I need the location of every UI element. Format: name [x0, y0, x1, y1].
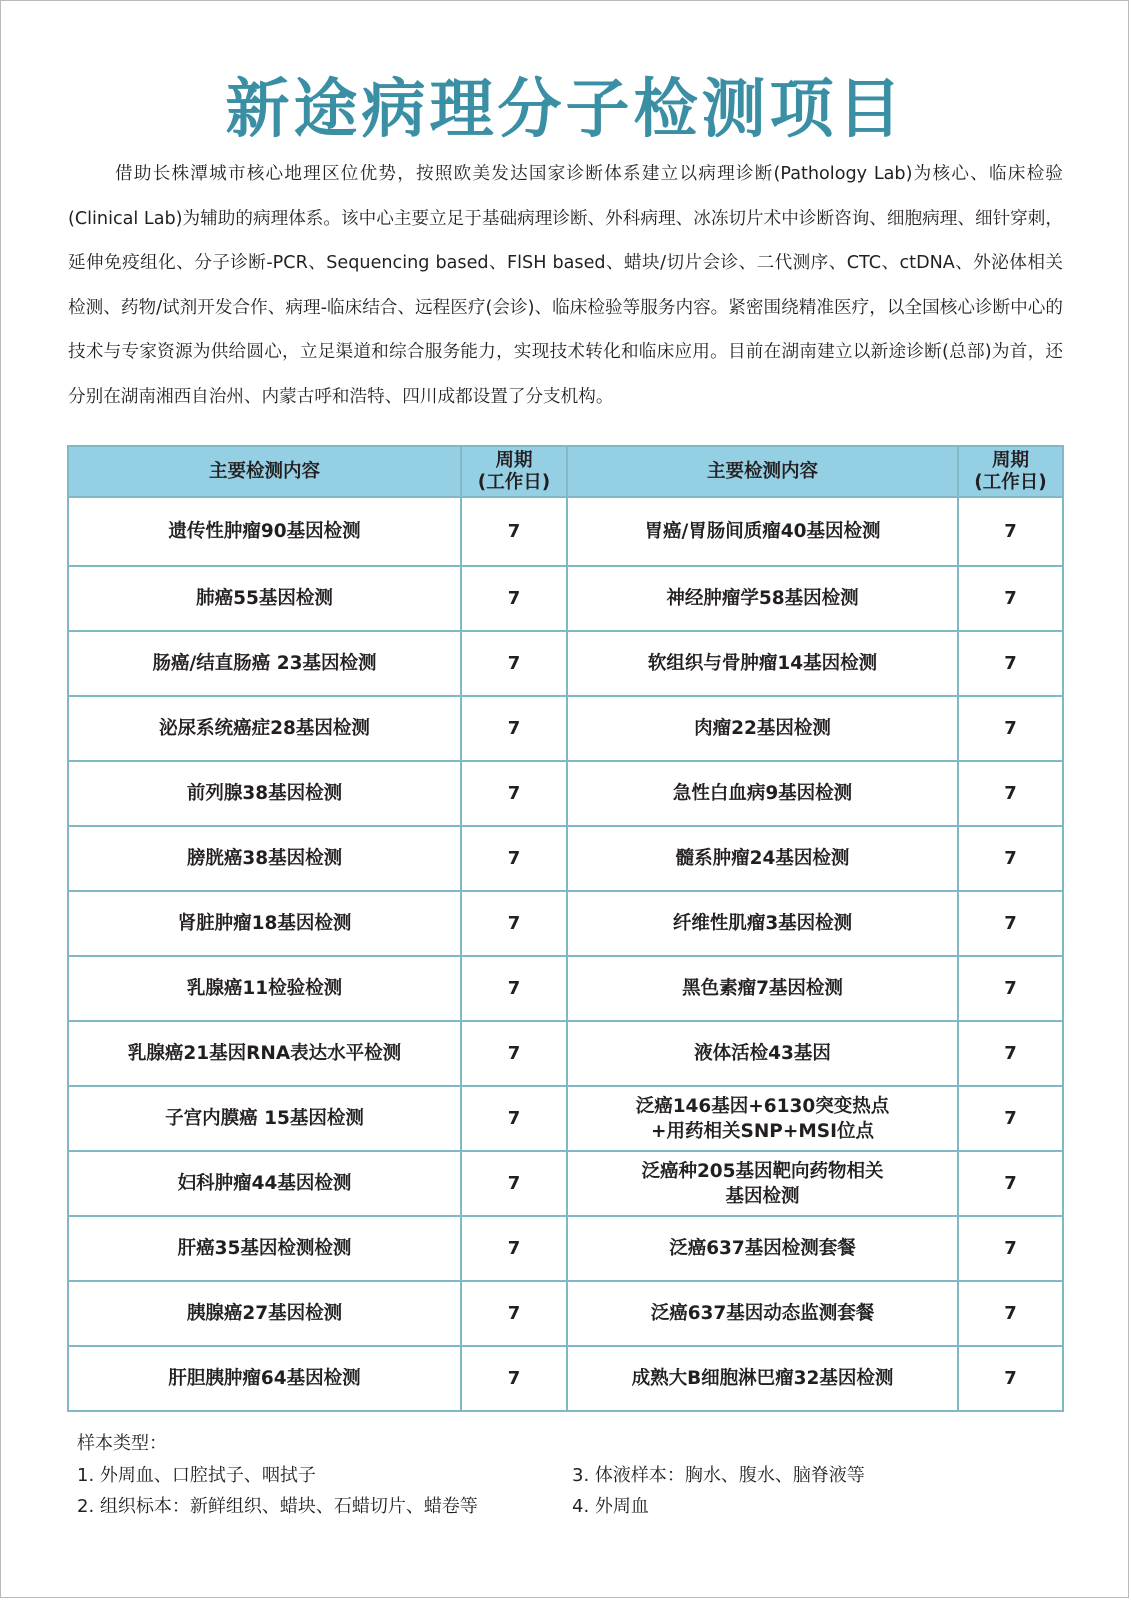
test-days: 7 [461, 1216, 567, 1281]
test-days: 7 [461, 497, 567, 566]
test-item: 纤维性肌瘤3基因检测 [567, 891, 958, 956]
test-days: 7 [461, 696, 567, 761]
test-item: 泌尿系统癌症28基因检测 [68, 696, 461, 761]
test-item: 软组织与骨肿瘤14基因检测 [567, 631, 958, 696]
test-item: 泛癌637基因动态监测套餐 [567, 1281, 958, 1346]
test-item: 急性白血病9基因检测 [567, 761, 958, 826]
sample-item: 1. 外周血、口腔拭子、咽拭子 [77, 1465, 316, 1486]
test-item: 神经肿瘤学58基因检测 [567, 566, 958, 631]
test-days: 7 [958, 1346, 1063, 1411]
test-item: 子宫内膜癌 15基因检测 [68, 1086, 461, 1151]
test-item: 乳腺癌21基因RNA表达水平检测 [68, 1021, 461, 1086]
test-item: 胃癌/胃肠间质瘤40基因检测 [567, 497, 958, 566]
table-row [68, 891, 1063, 956]
test-item: 肝胆胰肿瘤64基因检测 [68, 1346, 461, 1411]
test-days: 7 [958, 1216, 1063, 1281]
test-days: 7 [958, 956, 1063, 1021]
header-period-left [461, 446, 567, 497]
table-header-row [68, 446, 1063, 497]
table-row [68, 1281, 1063, 1346]
test-days: 7 [958, 631, 1063, 696]
test-days: 7 [958, 761, 1063, 826]
header-period-right [958, 446, 1063, 497]
test-days: 7 [958, 497, 1063, 566]
test-days: 7 [461, 761, 567, 826]
test-days: 7 [958, 1086, 1063, 1151]
sample-types-heading: 样本类型： [77, 1433, 167, 1454]
sample-list-left [77, 1460, 478, 1522]
test-days: 7 [461, 956, 567, 1021]
table-row [68, 1151, 1063, 1216]
header-period-line1: 周期 [495, 449, 533, 471]
table-row [68, 1086, 1063, 1151]
test-days: 7 [958, 1021, 1063, 1086]
test-item-line: 基因检测 [725, 1185, 800, 1207]
test-item-line: 泛癌种205基因靶向药物相关 [641, 1160, 884, 1182]
test-item: 乳腺癌11检验检测 [68, 956, 461, 1021]
table-row [68, 761, 1063, 826]
test-item: 肠癌/结直肠癌 23基因检测 [68, 631, 461, 696]
table-row [68, 497, 1063, 566]
test-item [567, 1151, 958, 1216]
test-days: 7 [461, 1086, 567, 1151]
header-period-line2: (工作日) [974, 471, 1047, 493]
test-item [567, 1086, 958, 1151]
test-item-line: 泛癌146基因+6130突变热点 [635, 1095, 890, 1117]
test-days: 7 [958, 1151, 1063, 1216]
table-body [68, 497, 1063, 1411]
test-item: 肉瘤22基因检测 [567, 696, 958, 761]
test-item: 遗传性肿瘤90基因检测 [68, 497, 461, 566]
table-row [68, 1021, 1063, 1086]
test-days: 7 [958, 566, 1063, 631]
test-item: 胰腺癌27基因检测 [68, 1281, 461, 1346]
test-item: 肝癌35基因检测检测 [68, 1216, 461, 1281]
test-days: 7 [461, 1281, 567, 1346]
test-days: 7 [461, 566, 567, 631]
table-row [68, 566, 1063, 631]
test-days: 7 [958, 1281, 1063, 1346]
test-table [67, 445, 1064, 1412]
test-item: 妇科肿瘤44基因检测 [68, 1151, 461, 1216]
test-days: 7 [461, 826, 567, 891]
test-item: 髓系肿瘤24基因检测 [567, 826, 958, 891]
test-days: 7 [461, 631, 567, 696]
test-days: 7 [461, 1021, 567, 1086]
test-days: 7 [958, 696, 1063, 761]
test-days: 7 [461, 891, 567, 956]
header-period-line1: 周期 [991, 449, 1029, 471]
page-title: 新途病理分子检测项目 [225, 73, 906, 147]
header-content-right: 主要检测内容 [567, 446, 958, 497]
test-item: 成熟大B细胞淋巴瘤32基因检测 [567, 1346, 958, 1411]
table-row [68, 1346, 1063, 1411]
header-content-left: 主要检测内容 [68, 446, 461, 497]
test-item: 膀胱癌38基因检测 [68, 826, 461, 891]
sample-item: 2. 组织标本：新鲜组织、蜡块、石蜡切片、蜡卷等 [77, 1496, 478, 1517]
table-row [68, 826, 1063, 891]
table-row [68, 696, 1063, 761]
test-item: 肾脏肿瘤18基因检测 [68, 891, 461, 956]
test-item: 黑色素瘤7基因检测 [567, 956, 958, 1021]
test-days: 7 [958, 891, 1063, 956]
table-row [68, 956, 1063, 1021]
test-days: 7 [461, 1151, 567, 1216]
sample-list-right [572, 1460, 865, 1522]
test-item-line: +用药相关SNP+MSI位点 [651, 1120, 874, 1142]
intro-paragraph: 借助长株潭城市核心地理区位优势，按照欧美发达国家诊断体系建立以病理诊断(Pathology Lab)为核心、临床检验(Clinical Lab)为辅助的病理体系。该中心主要立足于基础病理诊断、外科病理、冰冻切片术中诊断咨询、细胞病理、细针穿刺，延伸免疫组化、分子诊断-PCR、Sequencing based、FlSH based、蜡块/切片会诊、二代测序、CTC、ctDNA、外泌体相关检测、药物/试剂开发合作、病理-临床结合、远程医疗(会诊)、临床检验等服务内容。紧密围绕精准医疗，以全国核心诊断中心的技术与专家资源为供给圆心，立足渠道和综合服务能力，实现技术转化和临床应用。目前在湖南建立以新途诊断(总部)为首，还分别在湖南湘西自治州、内蒙古呼和浩特、四川成都设置了分支机构。 [68, 164, 1063, 407]
test-item: 泛癌637基因检测套餐 [567, 1216, 958, 1281]
test-item: 液体活检43基因 [567, 1021, 958, 1086]
header-period-line2: (工作日) [477, 471, 551, 493]
test-item: 肺癌55基因检测 [68, 566, 461, 631]
table-row [68, 1216, 1063, 1281]
test-item: 前列腺38基因检测 [68, 761, 461, 826]
test-days: 7 [958, 826, 1063, 891]
table-row [68, 631, 1063, 696]
test-days: 7 [461, 1346, 567, 1411]
sample-item: 3. 体液样本：胸水、腹水、脑脊液等 [572, 1465, 865, 1486]
sample-item: 4. 外周血 [572, 1496, 649, 1517]
